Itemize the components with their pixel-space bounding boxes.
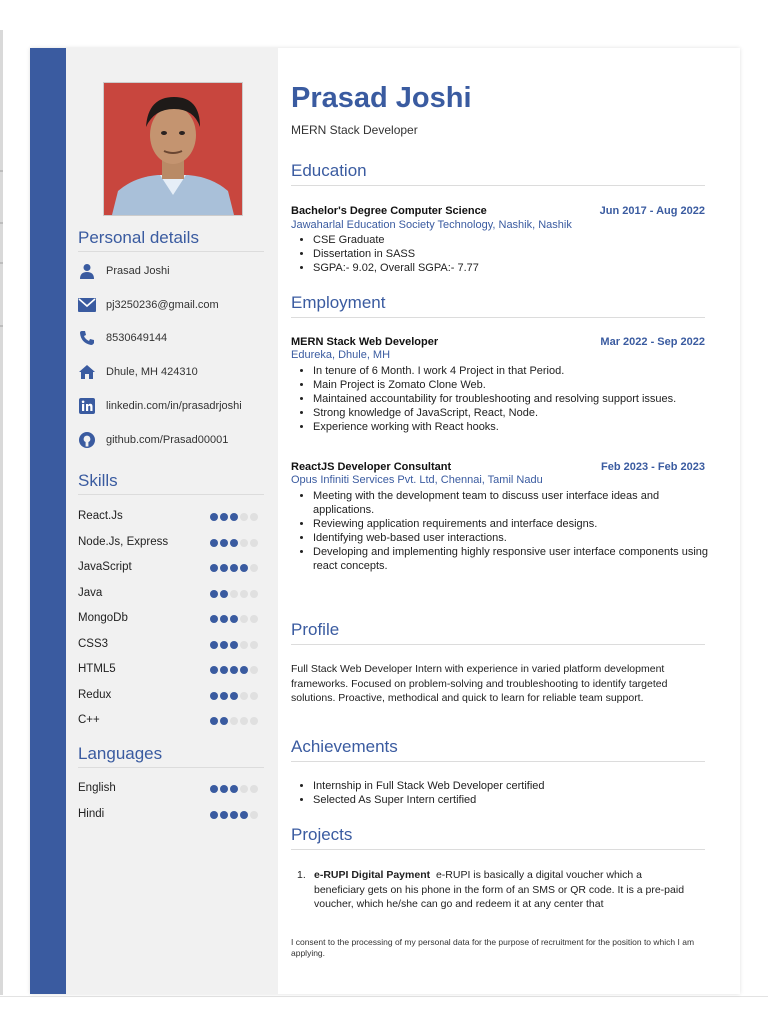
rating-dot xyxy=(240,811,248,819)
rating-dot xyxy=(240,785,248,793)
list-item: • Identifying web-based user interactions. xyxy=(313,531,713,545)
list-item: • Meeting with the development team to discuss user interface ideas and applications. xyxy=(313,489,713,517)
viewer-left-edge xyxy=(0,30,3,995)
list-item: • Reviewing application requirements and interface designs. xyxy=(313,517,713,531)
personal-details-heading: Personal details xyxy=(78,228,264,252)
profile-heading: Profile xyxy=(291,620,705,645)
skill-rating xyxy=(210,666,258,674)
rating-dot xyxy=(250,615,258,623)
job1-dates: Mar 2022 - Sep 2022 xyxy=(600,336,705,348)
rating-dot xyxy=(240,539,248,547)
job1-bullets xyxy=(291,364,713,434)
list-item: • CSE Graduate xyxy=(313,233,713,247)
language-name: English xyxy=(78,782,116,794)
rating-dot xyxy=(250,539,258,547)
rating-dot xyxy=(230,564,238,572)
rating-dot xyxy=(220,615,228,623)
rating-dot xyxy=(220,513,228,521)
project-text: e-RUPI is basically a digital voucher which a beneficiary gets on his phone in the form of an SMS or QR code. It is a pre-paid voucher, which he/she can go and redeem it at any center that xyxy=(314,869,685,910)
skill-name: Node.Js, Express xyxy=(78,535,169,548)
rating-dot xyxy=(230,590,238,598)
rating-dot xyxy=(240,641,248,649)
rating-dot xyxy=(230,811,238,819)
rating-dot xyxy=(210,590,218,598)
list-item: • Developing and implementing highly responsive user interface components using react concepts. xyxy=(313,545,713,573)
skills-heading: Skills xyxy=(78,471,264,495)
rating-dot xyxy=(210,785,218,793)
github-icon xyxy=(78,431,96,449)
skill-row xyxy=(78,689,268,703)
achievements-list xyxy=(291,779,713,807)
language-rating xyxy=(210,811,258,819)
language-row xyxy=(78,782,268,796)
skill-name: Redux xyxy=(78,688,112,701)
rating-dot xyxy=(250,564,258,572)
language-name: Hindi xyxy=(78,807,105,820)
rating-dot xyxy=(250,717,258,725)
home-icon xyxy=(78,363,96,381)
skill-row xyxy=(78,638,268,652)
rating-dot xyxy=(250,785,258,793)
list-item: • Selected As Super Intern certified xyxy=(313,793,713,807)
skill-name: HTML5 xyxy=(78,663,116,675)
skill-name: JavaScript xyxy=(78,561,132,573)
rating-dot xyxy=(210,811,218,819)
list-item: • In tenure of 6 Month. I work 4 Project in that Period. xyxy=(313,364,713,378)
education-school: Jawaharlal Education Society Technology, Nashik, Nashik xyxy=(291,219,572,231)
resume-page xyxy=(30,48,740,994)
rating-dot xyxy=(240,564,248,572)
viewer-bottom-line xyxy=(0,996,768,997)
skill-name: C++ xyxy=(78,714,100,726)
project-item xyxy=(291,868,691,912)
list-item: • Maintained accountability for troubleshooting and resolving support issues. xyxy=(313,392,713,406)
language-rating xyxy=(210,785,258,793)
rating-dot xyxy=(210,513,218,521)
skill-row xyxy=(78,536,268,550)
rating-dot xyxy=(220,717,228,725)
linkedin-icon xyxy=(78,397,96,415)
list-item: • SGPA:- 9.02, Overall SGPA:- 7.77 xyxy=(313,261,713,275)
rating-dot xyxy=(220,539,228,547)
education-dates: Jun 2017 - Aug 2022 xyxy=(599,205,705,217)
education-degree: Bachelor's Degree Computer Science xyxy=(291,205,487,217)
rating-dot xyxy=(250,513,258,521)
envelope-icon xyxy=(78,296,96,314)
skill-rating xyxy=(210,539,258,547)
rating-dot xyxy=(230,666,238,674)
list-item: • Main Project is Zomato Clone Web. xyxy=(313,378,713,392)
rating-dot xyxy=(220,692,228,700)
skill-rating xyxy=(210,590,258,598)
project-body xyxy=(314,868,691,912)
rating-dot xyxy=(230,692,238,700)
list-item: • Internship in Full Stack Web Developer certified xyxy=(313,779,713,793)
linkedin-link[interactable]: linkedin.com/in/prasadrjoshi xyxy=(106,400,242,412)
rating-dot xyxy=(230,717,238,725)
project-title: e-RUPI Digital Payment xyxy=(314,869,431,881)
project-number: 1. xyxy=(297,869,306,881)
rating-dot xyxy=(240,615,248,623)
skill-row xyxy=(78,663,268,677)
location-text: Dhule, MH 424310 xyxy=(106,366,198,378)
achievements-heading: Achievements xyxy=(291,737,705,762)
rating-dot xyxy=(240,666,248,674)
rating-dot xyxy=(210,615,218,623)
skill-row xyxy=(78,714,268,728)
list-item: • Strong knowledge of JavaScript, React, Node. xyxy=(313,406,713,420)
rating-dot xyxy=(220,666,228,674)
job-title: MERN Stack Developer xyxy=(291,123,418,137)
person-icon xyxy=(78,262,96,280)
rating-dot xyxy=(230,539,238,547)
main-content xyxy=(278,48,740,994)
skill-name: Java xyxy=(78,586,103,599)
skill-row xyxy=(78,612,268,626)
phone-icon xyxy=(78,329,96,347)
rating-dot xyxy=(210,564,218,572)
phone-row xyxy=(78,328,167,348)
accent-bar xyxy=(30,48,66,994)
education-heading: Education xyxy=(291,161,705,186)
github-row xyxy=(78,430,228,450)
email-link[interactable]: pj3250236@gmail.com xyxy=(106,299,219,311)
rating-dot xyxy=(210,666,218,674)
job2-role: ReactJS Developer Consultant xyxy=(291,461,452,473)
rating-dot xyxy=(250,666,258,674)
rating-dot xyxy=(250,811,258,819)
profile-photo xyxy=(103,82,243,216)
rating-dot xyxy=(220,641,228,649)
rating-dot xyxy=(220,785,228,793)
rating-dot xyxy=(240,717,248,725)
education-bullets xyxy=(291,233,713,275)
skill-rating xyxy=(210,564,258,572)
rating-dot xyxy=(210,539,218,547)
location-row xyxy=(78,362,198,382)
phone-text: 8530649144 xyxy=(106,332,168,344)
rating-dot xyxy=(240,692,248,700)
list-item: • Dissertation in SASS xyxy=(313,247,713,261)
rating-dot xyxy=(240,590,248,598)
job2-dates: Feb 2023 - Feb 2023 xyxy=(601,461,705,473)
rating-dot xyxy=(220,811,228,819)
skill-rating xyxy=(210,615,258,623)
languages-heading: Languages xyxy=(78,744,264,768)
rating-dot xyxy=(250,692,258,700)
skill-row xyxy=(78,510,268,524)
language-row xyxy=(78,808,268,822)
job1-org: Edureka, Dhule, MH xyxy=(291,349,391,361)
skill-row xyxy=(78,561,268,575)
skill-row xyxy=(78,587,268,601)
sidebar xyxy=(66,48,278,994)
rating-dot xyxy=(210,717,218,725)
job2-org: Opus Infiniti Services Pvt. Ltd, Chennai, Tamil Nadu xyxy=(291,474,543,486)
rating-dot xyxy=(210,692,218,700)
rating-dot xyxy=(230,785,238,793)
profile-text: Full Stack Web Developer Intern with experience in varied platform development frameworks. Focused on problem-solving and troubleshooting to identify targeted solutions. Proactive, methodical and quick to learn for reliable team support. xyxy=(291,663,668,704)
candidate-name: Prasad Joshi xyxy=(291,82,472,114)
skill-name: React.Js xyxy=(78,510,123,522)
rating-dot xyxy=(230,513,238,521)
skill-rating xyxy=(210,641,258,649)
rating-dot xyxy=(230,641,238,649)
rating-dot xyxy=(210,641,218,649)
email-row xyxy=(78,295,219,315)
rating-dot xyxy=(220,590,228,598)
employment-heading: Employment xyxy=(291,293,705,318)
skill-name: CSS3 xyxy=(78,637,109,650)
github-link[interactable]: github.com/Prasad00001 xyxy=(106,434,229,446)
rating-dot xyxy=(240,513,248,521)
skill-rating xyxy=(210,513,258,521)
skill-name: MongoDb xyxy=(78,612,128,624)
rating-dot xyxy=(230,615,238,623)
personal-name-row xyxy=(78,261,170,281)
linkedin-row xyxy=(78,396,242,416)
personal-name-text: Prasad Joshi xyxy=(106,265,170,277)
rating-dot xyxy=(250,590,258,598)
consent-text: I consent to the processing of my personal data for the purpose of recruitment for the position to which I am applying. xyxy=(291,937,695,958)
skill-rating xyxy=(210,717,258,725)
projects-heading: Projects xyxy=(291,825,705,850)
job2-bullets xyxy=(291,489,713,573)
job1-role: MERN Stack Web Developer xyxy=(291,336,439,348)
skill-rating xyxy=(210,692,258,700)
rating-dot xyxy=(220,564,228,572)
rating-dot xyxy=(250,641,258,649)
list-item: • Experience working with React hooks. xyxy=(313,420,713,434)
